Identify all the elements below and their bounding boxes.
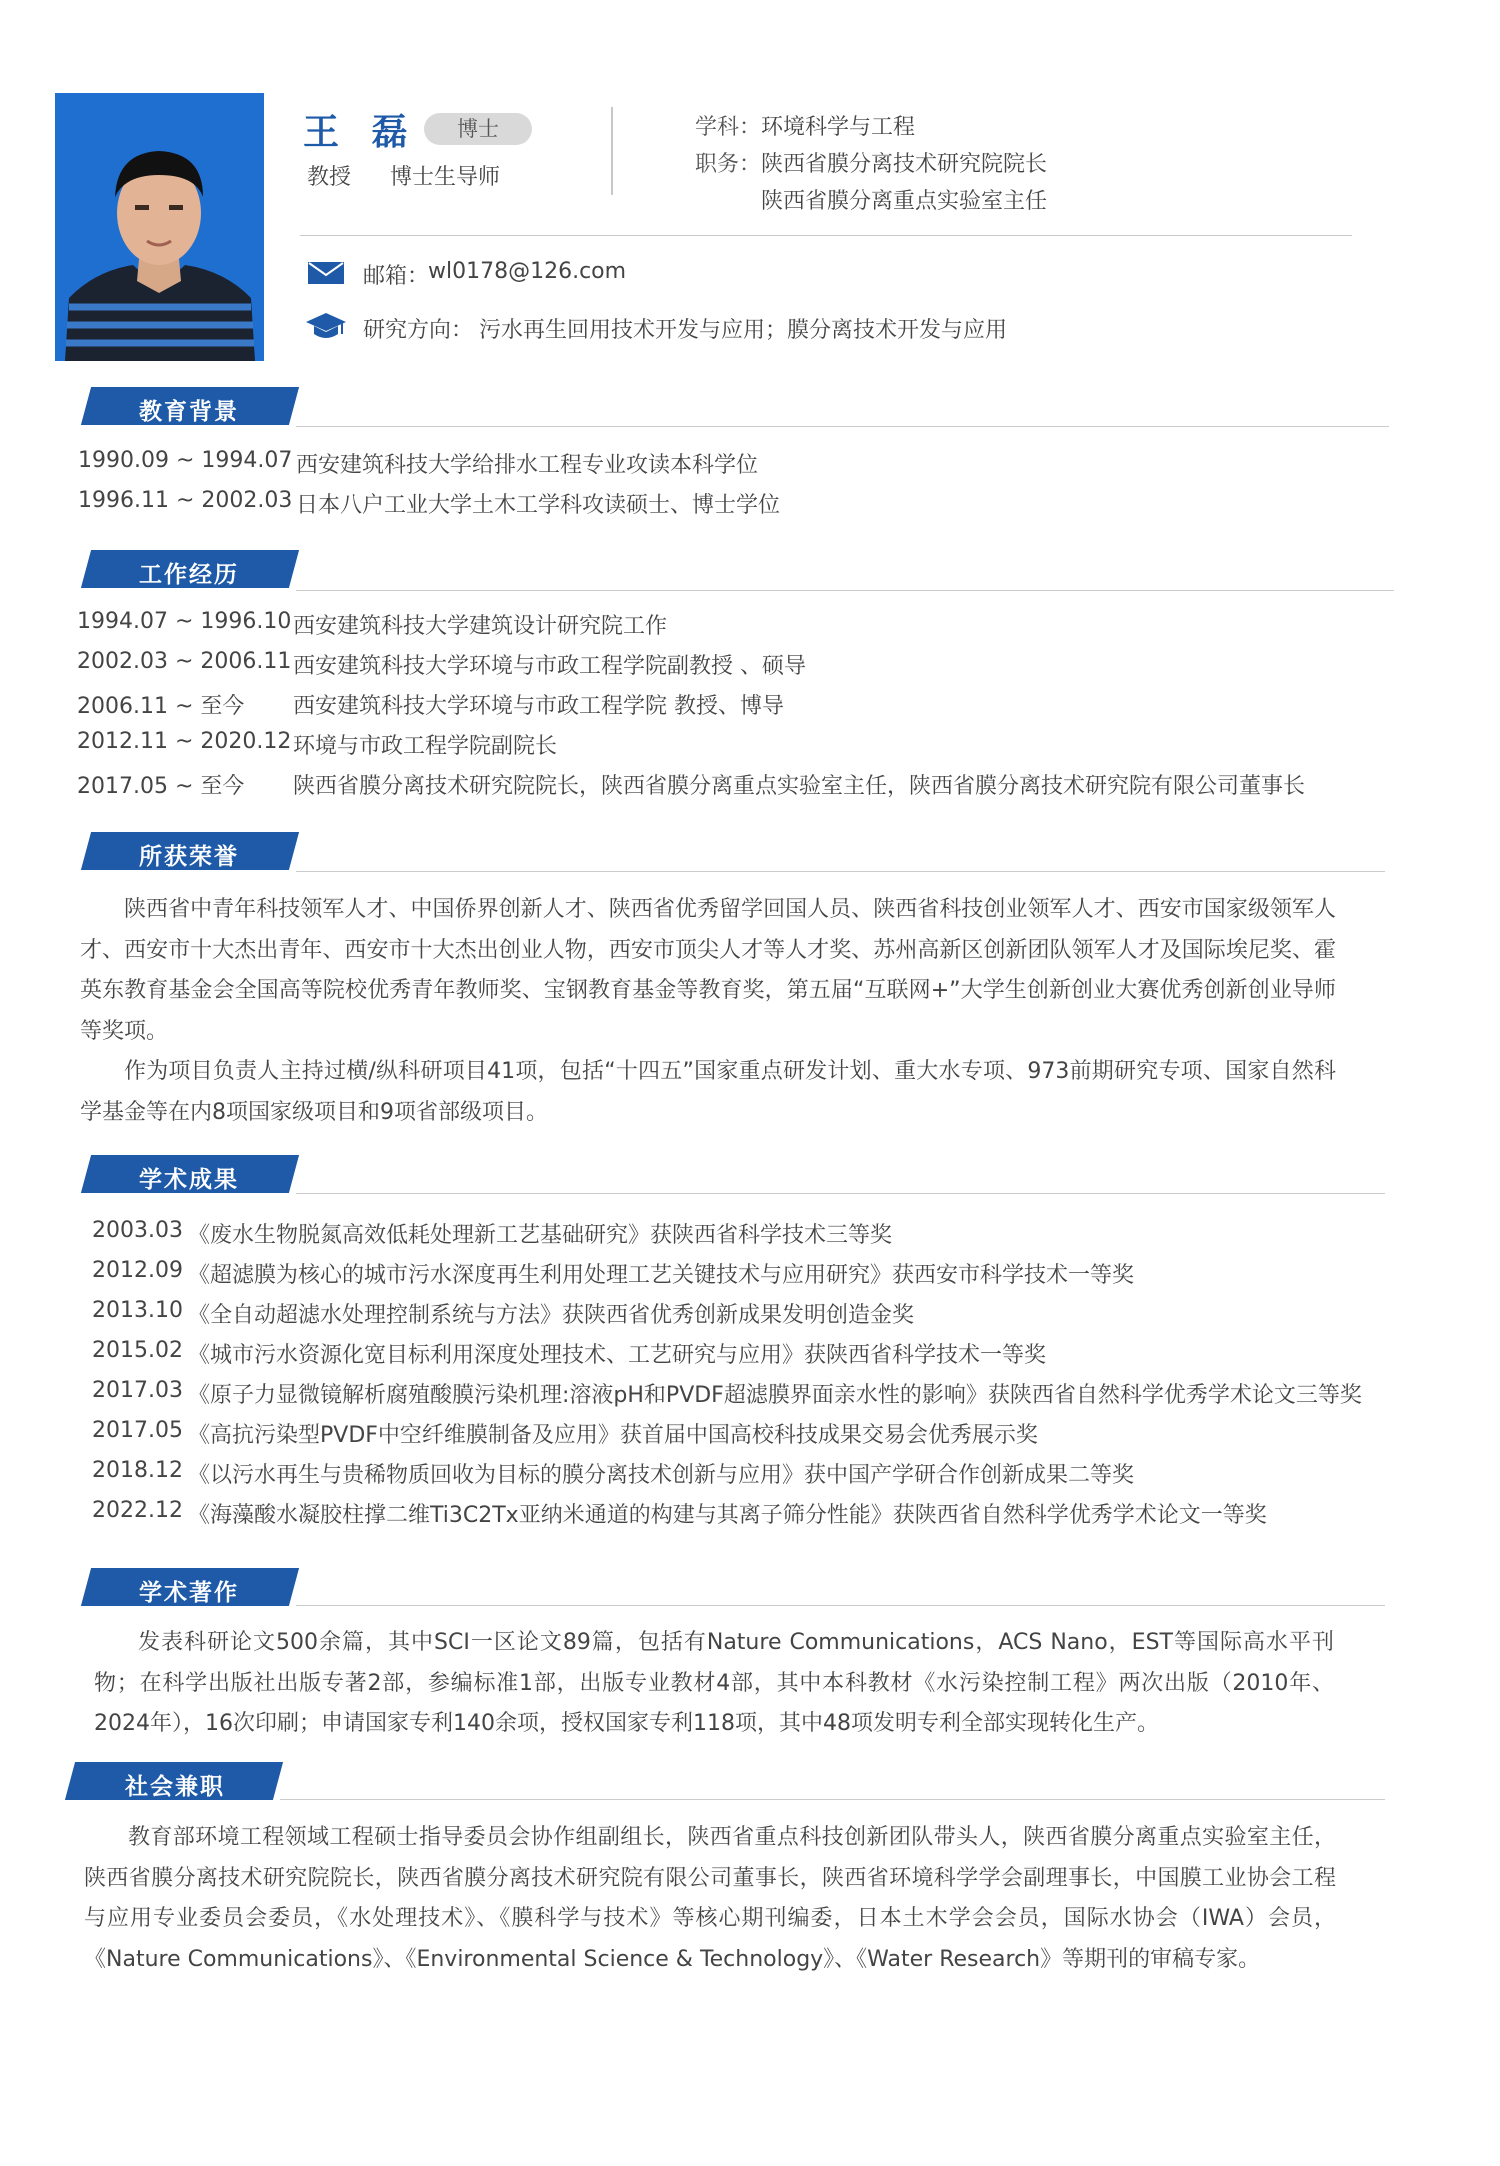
work-date-2: 2002.03 ~ 2006.11 (77, 649, 292, 674)
honors-title: 所获荣誉 (139, 844, 239, 870)
email-label: 邮箱： (363, 264, 430, 289)
ach-date-4: 2015.02 (92, 1338, 183, 1363)
education-title: 教育背景 (139, 399, 239, 425)
publications-text (94, 1623, 1334, 1745)
work-rule (296, 590, 1394, 591)
honors-paragraph-1: 陕西省中青年科技领军人才、中国侨界创新人才、陕西省优秀留学回国人员、陕西省科技创业领军人才、西安市国家级领军人才、西安市十大杰出青年、西安市十大杰出创业人物，西安市顶尖人才等人才奖、苏州高新区创新团队领军人才及国际埃尼奖、霍英东教育基金会全国高等院校优秀青年教师奖、宝钢教育基金等教育奖，第五届“互联网+”大学生创新创业大赛优秀创新创业导师等奖项。 (80, 897, 1336, 1044)
person-name: 王 磊 (303, 112, 418, 153)
honors-rule (296, 871, 1385, 872)
edu-date-1: 1990.09 ~ 1994.07 (78, 448, 293, 473)
social-rule (280, 1799, 1385, 1800)
achievements-rule (296, 1193, 1385, 1194)
publications-title: 学术著作 (139, 1580, 239, 1606)
ach-date-5: 2017.03 (92, 1378, 183, 1403)
edu-text-2: 日本八户工业大学土木工学科攻读硕士、博士学位 (296, 493, 781, 518)
subject-label: 学科： (695, 115, 762, 140)
edu-date-2: 1996.11 ~ 2002.03 (78, 488, 293, 513)
ach-text-1: 《废水生物脱氮高效低耗处理新工艺基础研究》获陕西省科学技术三等奖 (188, 1223, 893, 1248)
ach-text-8: 《海藻酸水凝胶柱撑二维Ti3C2Tx亚纳米通道的构建与其离子筛分性能》获陕西省自然科学优秀学术论文一等奖 (188, 1503, 1267, 1528)
profile-photo (55, 93, 264, 361)
position-value-2: 陕西省膜分离重点实验室主任 (761, 189, 1048, 214)
position-value-1: 陕西省膜分离技术研究院院长 (761, 152, 1048, 177)
envelope-icon (308, 262, 344, 288)
position-label: 职务： (695, 152, 762, 177)
honors-text (80, 890, 1336, 1133)
degree-badge: 博士 (424, 113, 532, 145)
publications-paragraph: 发表科研论文500余篇，其中SCI一区论文89篇，包括有Nature Communications，ACS Nano，EST等国际高水平刊物；在科学出版社出版专著2部，参编标准1部，出版专业教材4部，其中本科教材《水污染控制工程》两次出版（2010年、2024年），16次印刷；申请国家专利140余项，授权国家专利118项，其中48项发明专利全部实现转化生产。 (94, 1630, 1334, 1736)
work-title: 工作经历 (139, 562, 239, 588)
ach-date-7: 2018.12 (92, 1458, 183, 1483)
ach-text-6: 《高抗污染型PVDF中空纤维膜制备及应用》获首届中国高校科技成果交易会优秀展示奖 (188, 1423, 1038, 1448)
work-text-5: 陕西省膜分离技术研究院院长，陕西省膜分离重点实验室主任，陕西省膜分离技术研究院有限公司董事长 (293, 774, 1306, 799)
social-title: 社会兼职 (125, 1774, 225, 1800)
supervisor-title: 博士生导师 (390, 165, 501, 190)
ach-text-3: 《全自动超滤水处理控制系统与方法》获陕西省优秀创新成果发明创造金奖 (188, 1303, 915, 1328)
ach-text-4: 《城市污水资源化宽目标利用深度处理技术、工艺研究与应用》获陕西省科学技术一等奖 (188, 1343, 1047, 1368)
social-text (84, 1818, 1336, 1980)
ach-date-2: 2012.09 (92, 1258, 183, 1283)
research-label: 研究方向： (363, 318, 474, 343)
work-text-4: 环境与市政工程学院副院长 (293, 734, 558, 759)
work-date-3: 2006.11 ~ 至今 (77, 694, 245, 719)
research-value: 污水再生回用技术开发与应用；膜分离技术开发与应用 (479, 318, 1008, 343)
ach-text-7: 《以污水再生与贵稀物质回收为目标的膜分离技术创新与应用》获中国产学研合作创新成果二等奖 (188, 1463, 1135, 1488)
header-divider (611, 107, 613, 195)
header-separator (300, 235, 1352, 236)
ach-text-2: 《超滤膜为核心的城市污水深度再生利用处理工艺关键技术与应用研究》获西安市科学技术一等奖 (188, 1263, 1135, 1288)
social-paragraph: 教育部环境工程领域工程硕士指导委员会协作组副组长，陕西省重点科技创新团队带头人，陕西省膜分离重点实验室主任，陕西省膜分离技术研究院院长，陕西省膜分离技术研究院有限公司董事长，陕西省环境科学学会副理事长，中国膜工业协会工程与应用专业委员会委员，《水处理技术》、《膜科学与技术》等核心期刊编委，日本土木学会会员，国际水协会（IWA）会员，《Nature Communications》、《Environmental Science & Technology》、《Water Research》等期刊的审稿专家。 (84, 1825, 1336, 1972)
work-text-3: 西安建筑科技大学环境与市政工程学院 教授、博导 (293, 694, 784, 719)
education-rule (296, 426, 1389, 427)
ach-date-1: 2003.03 (92, 1218, 183, 1243)
ach-text-5: 《原子力显微镜解析腐殖酸膜污染机理:溶液pH和PVDF超滤膜界面亲水性的影响》获陕西省自然科学优秀学术论文三等奖 (188, 1383, 1362, 1408)
ach-date-3: 2013.10 (92, 1298, 183, 1323)
achievements-title: 学术成果 (139, 1167, 239, 1193)
ach-date-6: 2017.05 (92, 1418, 183, 1443)
work-date-1: 1994.07 ~ 1996.10 (77, 609, 292, 634)
work-text-1: 西安建筑科技大学建筑设计研究院工作 (293, 614, 668, 639)
job-title: 教授 (307, 165, 352, 190)
graduation-cap-icon (306, 312, 346, 346)
work-date-5: 2017.05 ~ 至今 (77, 774, 245, 799)
ach-date-8: 2022.12 (92, 1498, 183, 1523)
email-value[interactable]: wl0178@126.com (428, 259, 627, 284)
edu-text-1: 西安建筑科技大学给排水工程专业攻读本科学位 (296, 453, 759, 478)
work-text-2: 西安建筑科技大学环境与市政工程学院副教授 、硕导 (293, 654, 806, 679)
honors-paragraph-2: 作为项目负责人主持过横/纵科研项目41项，包括“十四五”国家重点研发计划、重大水专项、973前期研究专项、国家自然科学基金等在内8项国家级项目和9项省部级项目。 (80, 1059, 1336, 1125)
subject-value: 环境科学与工程 (761, 115, 916, 140)
publications-rule (296, 1605, 1385, 1606)
work-date-4: 2012.11 ~ 2020.12 (77, 729, 292, 754)
